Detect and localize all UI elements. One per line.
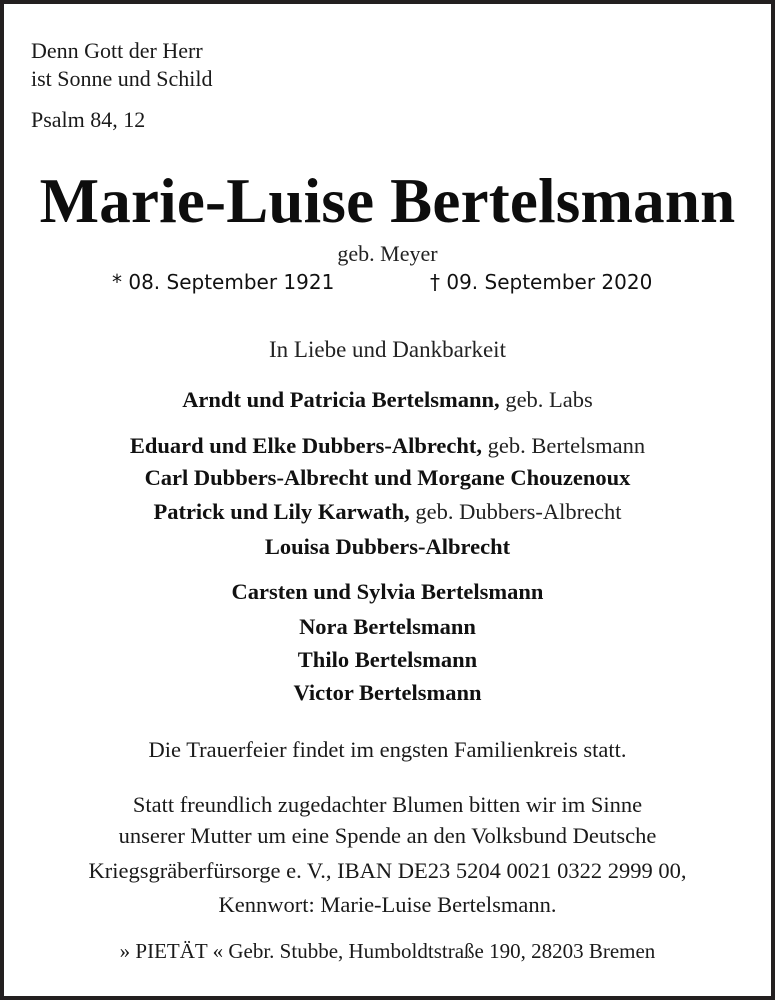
donation-line-1: Statt freundlich zugedachter Blumen bitten wir im Sinne	[132, 792, 643, 817]
donation-line-4: Kennwort: Marie-Luise Bertelsmann.	[218, 892, 557, 917]
mourner-maiden: geb. Labs	[499, 387, 593, 412]
mourner-line	[4, 462, 771, 494]
intro-text: In Liebe und Dankbarkeit	[269, 337, 506, 362]
donation-line-3: Kriegsgräberfürsorge e. V., IBAN DE23 5204 0021 0322 2999 00,	[88, 858, 687, 883]
motto-line-1: Denn Gott der Herr	[31, 38, 203, 63]
mourner-line	[4, 611, 771, 643]
mourner-line	[4, 644, 771, 676]
mourner-names: Eduard und Elke Dubbers-Albrecht,	[129, 433, 483, 458]
mourner-line	[4, 576, 771, 608]
mourner-names: Carsten und Sylvia Bertelsmann	[231, 579, 544, 604]
mourner-names: Patrick und Lily Karwath,	[153, 499, 410, 524]
mourner-line	[4, 430, 771, 462]
mourner-names: Thilo Bertelsmann	[297, 647, 478, 672]
funeral-note: Die Trauerfeier findet im engsten Familienkreis statt.	[148, 737, 627, 762]
birth-date: * 08. September 1921	[112, 270, 335, 294]
deceased-name: Marie-Luise Bertelsmann	[39, 166, 736, 236]
mourner-line	[4, 496, 771, 528]
donation-line-2: unserer Mutter um eine Spende an den Volksbund Deutsche	[118, 823, 657, 848]
mourner-names: Nora Bertelsmann	[299, 614, 476, 639]
mourner-line	[4, 531, 771, 563]
mourner-line	[4, 677, 771, 709]
funeral-home-footer: » PIETÄT « Gebr. Stubbe, Humboldtstraße 190, 28203 Bremen	[119, 939, 656, 963]
maiden-name: geb. Meyer	[337, 241, 438, 266]
mourner-names: Victor Bertelsmann	[293, 680, 482, 705]
mourner-line	[4, 384, 771, 416]
obituary-page	[4, 4, 771, 996]
motto-line-2: ist Sonne und Schild	[31, 66, 213, 91]
mourner-names: Carl Dubbers-Albrecht und Morgane Chouzenoux	[144, 465, 631, 490]
motto-reference: Psalm 84, 12	[31, 107, 146, 132]
death-date: † 09. September 2020	[430, 270, 653, 294]
mourner-names: Arndt und Patricia Bertelsmann,	[182, 387, 500, 412]
mourner-maiden: geb. Dubbers-Albrecht	[409, 499, 622, 524]
mourner-names: Louisa Dubbers-Albrecht	[264, 534, 511, 559]
mourner-maiden: geb. Bertelsmann	[482, 433, 646, 458]
